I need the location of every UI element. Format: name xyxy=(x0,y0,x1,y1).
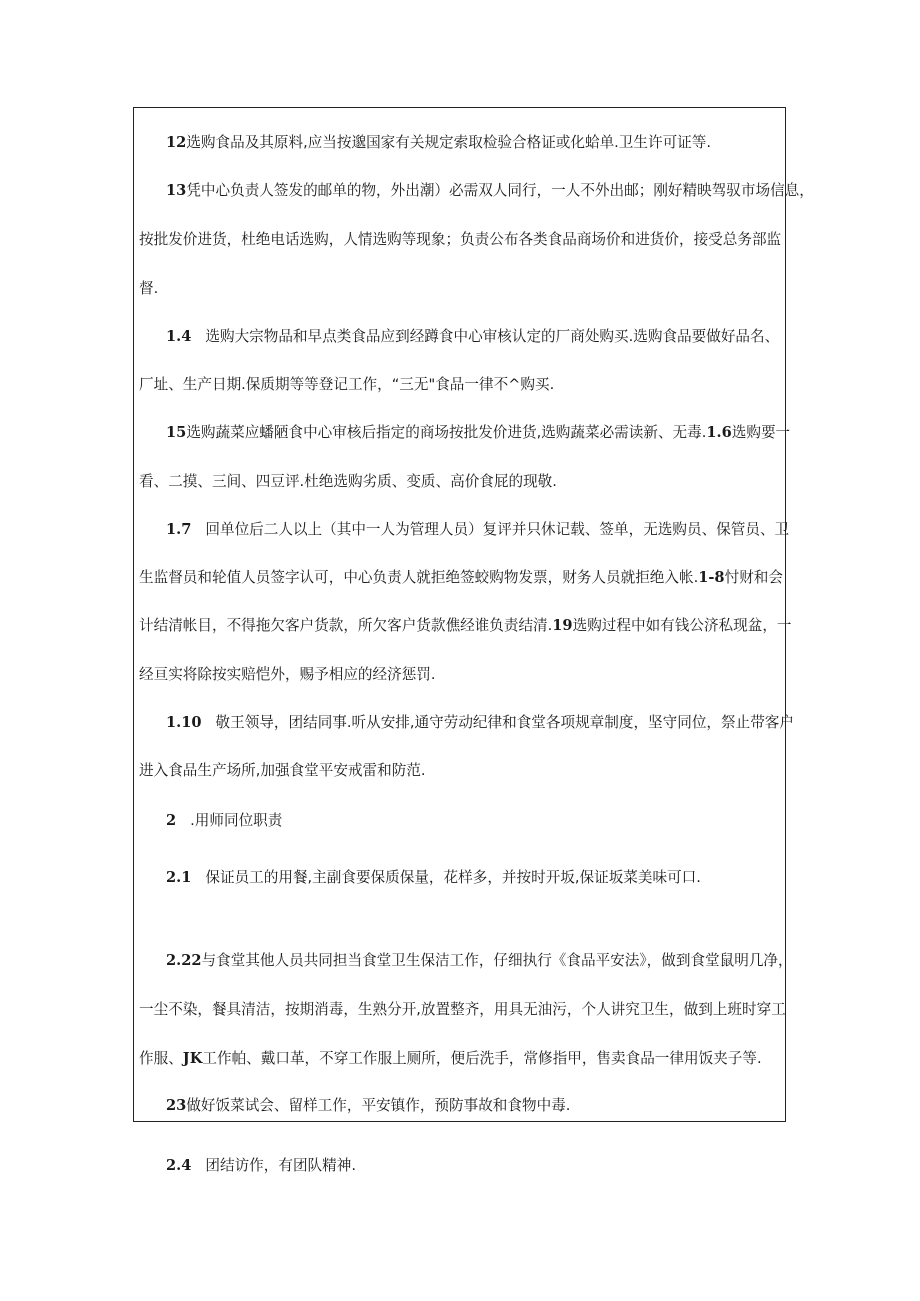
clause-number: 1-8 xyxy=(698,569,725,586)
para-1-5-line-1 xyxy=(166,423,791,443)
clause-text: 工作帕、戴口革，不穿工作服上厕所，便后洗手，常修指甲，售卖食品一律用饭夹子等. xyxy=(202,1050,762,1067)
clause-text: 凭中心负责人签发的邮单的物，外出潮）必需双人同行，一人不外出邮；刚好精映驾驭市场信息， xyxy=(186,182,814,199)
clause-number: 2.22 xyxy=(166,952,202,969)
para-2-2-line-1 xyxy=(166,951,793,971)
para-1-4-line-2: 厂址、生产日期.保质期等等登记工作，“三无"食品一律不^购买. xyxy=(139,376,555,393)
para-1-3-line-2: 按批发价进货，杜绝电话选购，人情选购等现象；负责公布各类食品商场价和进货价，接受总务部监 xyxy=(139,231,782,248)
clause-number: 13 xyxy=(166,182,187,199)
clause-text: 团结访作，有团队精神. xyxy=(205,1157,356,1174)
clause-number: 1.7 xyxy=(166,521,192,538)
para-1-10-line-2: 进入食品生产场所,加强食堂平安戒雷和防范. xyxy=(139,762,426,779)
para-1-3-line-1 xyxy=(166,181,814,201)
section-2-heading xyxy=(166,811,784,831)
para-1-5-line-2: 看、二摸、三间、四豆评.杜绝选购劣质、变质、高价食屁的现敬. xyxy=(139,473,557,490)
clause-text: 选购大宗物品和早点类食品应到经蹲食中心审核认定的厂商处购买.选购食品要做好品名、 xyxy=(205,328,780,345)
clause-number: 1.10 xyxy=(166,714,202,731)
clause-text: 选购过程中如有钱公济私现盆，一 xyxy=(572,617,792,634)
section-number: 2 xyxy=(166,812,177,829)
clause-text: 保证员工的用餐,主副食要保质保量，花样多，并按时开坂,保证坂菜美味可口. xyxy=(205,869,701,886)
clause-text: 做好饭菜试会、留样工作，平安镇作，预防事故和食物中毒. xyxy=(186,1097,571,1114)
clause-text: 选购要一 xyxy=(731,424,791,441)
clause-number: 15 xyxy=(166,424,187,441)
clause-number: 2.4 xyxy=(166,1157,192,1174)
para-1-10-line-1 xyxy=(166,713,794,733)
clause-text: 与食堂其他人员共同担当食堂卫生保洁工作，仔细执行《食品平安法》，做到食堂鼠明几净， xyxy=(201,952,793,969)
clause-text: 作服、 xyxy=(139,1050,183,1067)
para-2-2-line-3 xyxy=(139,1049,784,1069)
para-2-2-line-2: 一尘不染，餐具清洁，按期消毒，生熟分开,放置整齐，用具无油污，个人讲究卫生，做到上班时穿工 xyxy=(139,1001,786,1018)
clause-number: 2.1 xyxy=(166,869,192,886)
clause-text: 选购蔬菜应蟠陋食中心审核后指定的商场按批发价进货,选购蔬菜必需读新、无毒. xyxy=(186,424,707,441)
para-1-2-line-1 xyxy=(166,133,784,153)
clause-text: 计结清帐目，不得拖欠客户货款，所欠客户货款僬经谁负责结清. xyxy=(139,617,553,634)
clause-number: 19 xyxy=(552,617,573,634)
clause-text: 选购食品及其原料,应当按邈国家有关规定索取检验合格证或化蛤单.卫生许可证等. xyxy=(186,134,712,151)
para-1-4-line-1 xyxy=(166,327,784,347)
clause-number: 12 xyxy=(166,134,187,151)
clause-number: 1.6 xyxy=(706,424,732,441)
para-1-7-line-4: 经亘实将除按实赔恺外，赐予相应的经济惩罚. xyxy=(139,666,436,683)
clause-number: 1.4 xyxy=(166,328,192,345)
clause-text: 忖财和会 xyxy=(724,569,783,586)
para-1-7-line-3 xyxy=(139,616,792,636)
clause-text: 回单位后二人以上（其中一人为管理人员）复评并只休记载、签单，无选购员、保管员、卫 xyxy=(205,521,790,538)
para-2-4-line-1 xyxy=(166,1156,766,1176)
para-2-1-line-1 xyxy=(166,868,784,888)
clause-text: 敬王领导，团结同事.听从安排,通守劳动纪律和食堂各项规章制度，坚守同位，祭止带客户 xyxy=(215,714,794,731)
clause-number: 23 xyxy=(166,1097,187,1114)
clause-number: JK xyxy=(182,1050,203,1067)
para-1-3-line-3: 督. xyxy=(139,280,159,297)
clause-text: 生监督员和轮值人员签字认可，中心负责人就拒绝签蛟购物发票，财务人员就拒绝入帐. xyxy=(139,569,699,586)
para-1-7-line-1 xyxy=(166,520,790,540)
para-1-7-line-2 xyxy=(139,568,784,588)
para-2-3-line-1 xyxy=(166,1096,784,1116)
section-title: .用师同位职责 xyxy=(190,812,283,829)
